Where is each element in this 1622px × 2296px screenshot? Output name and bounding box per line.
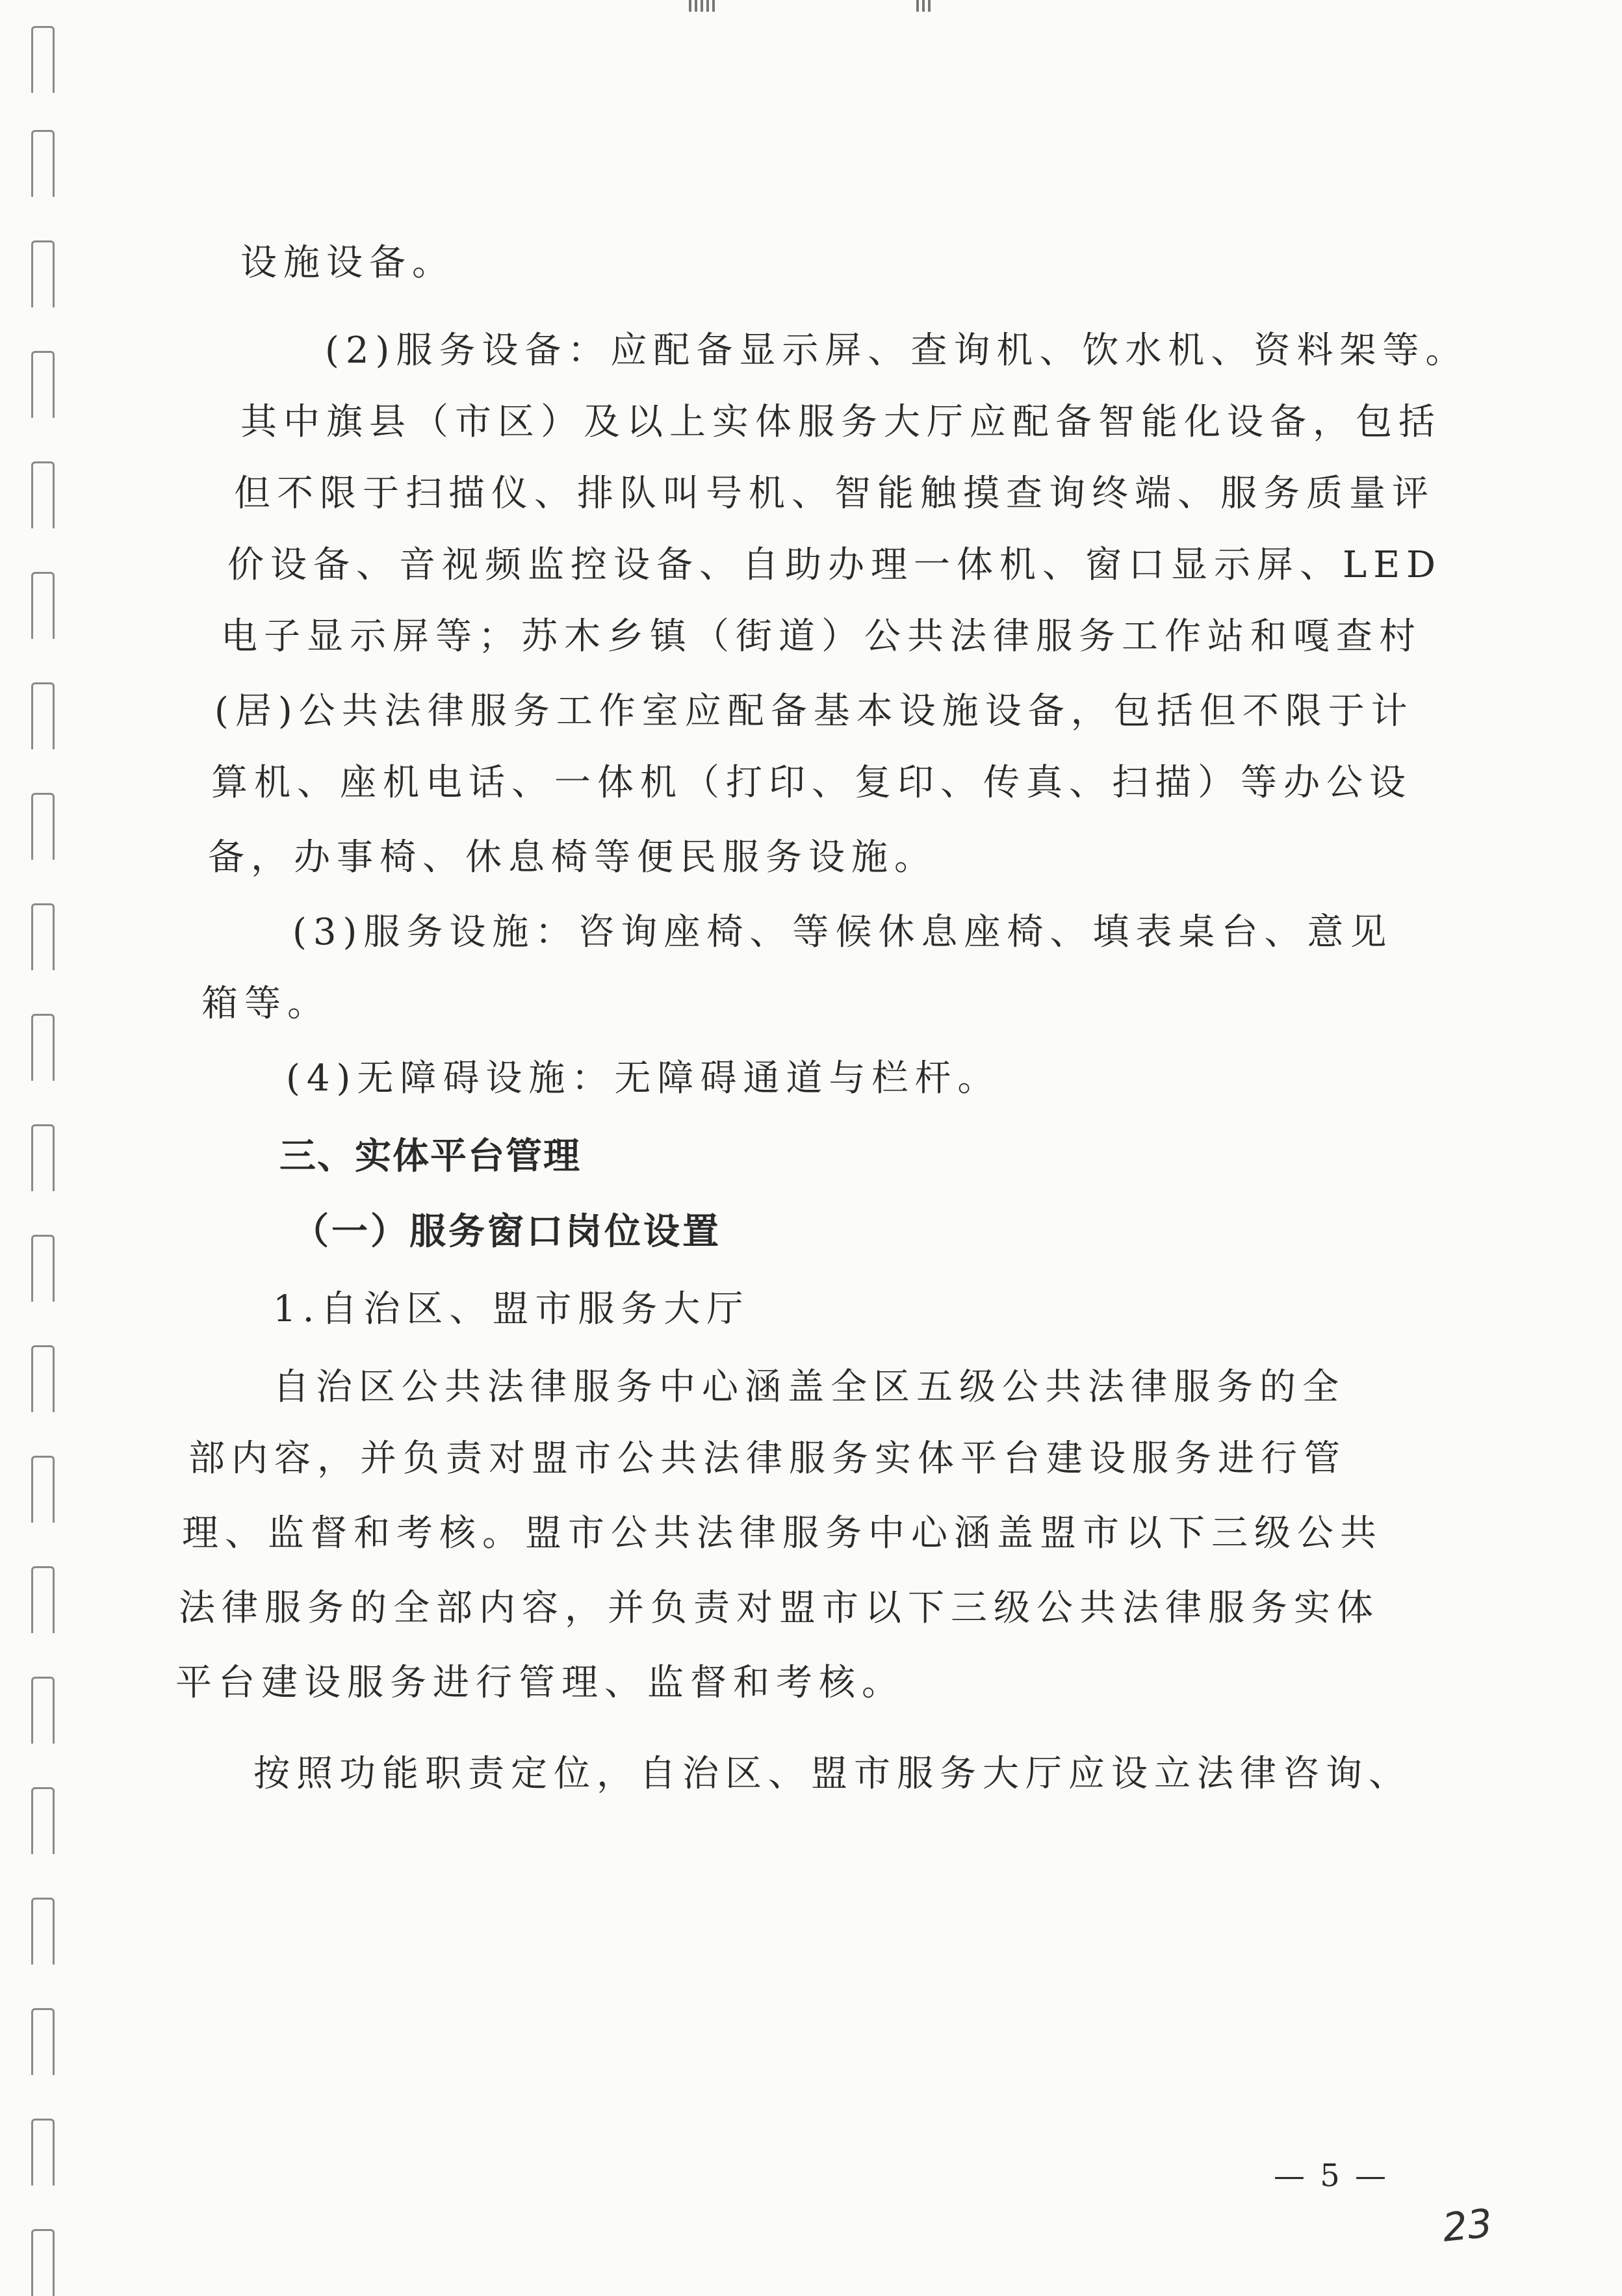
binding-hole <box>31 903 55 970</box>
scan-top-mark <box>689 0 715 12</box>
text-line: 但不限于扫描仪、排队叫号机、智能触摸查询终端、服务质量评 <box>234 472 1435 515</box>
text-line: 自治区公共法律服务中心涵盖全区五级公共法律服务的全 <box>273 1366 1345 1408</box>
subsection-heading: （一）服务窗口岗位设置 <box>292 1210 721 1253</box>
binding-hole <box>31 572 55 639</box>
binding-hole <box>31 1124 55 1191</box>
text-line: 部内容，并负责对盟市公共法律服务实体平台建设服务进行管 <box>188 1438 1346 1480</box>
text-line: (4)无障碍设施：无障碍通道与栏杆。 <box>286 1057 1001 1100</box>
text-line: (居)公共法律服务工作室应配备基本设施设备，包括但不限于计 <box>214 690 1414 732</box>
binding-holes <box>26 0 65 2293</box>
text-line: 1.自治区、盟市服务大厅 <box>273 1288 750 1330</box>
binding-hole <box>31 130 55 197</box>
text-line: 理、监督和考核。盟市公共法律服务中心涵盖盟市以下三级公共 <box>182 1512 1383 1554</box>
text-line: 电子显示屏等；苏木乡镇（街道）公共法律服务工作站和嘎查村 <box>221 615 1422 658</box>
binding-hole <box>31 1787 55 1854</box>
binding-hole <box>31 1566 55 1633</box>
binding-hole <box>31 2229 55 2296</box>
binding-hole <box>31 1456 55 1523</box>
text-line: 算机、座机电话、一体机（打印、复印、传真、扫描）等办公设 <box>211 762 1412 804</box>
handwritten-mark: 23 <box>1440 2200 1495 2251</box>
binding-hole <box>31 1345 55 1412</box>
binding-hole <box>31 1014 55 1081</box>
text-line: 法律服务的全部内容，并负责对盟市以下三级公共法律服务实体 <box>179 1587 1380 1629</box>
section-heading: 三、实体平台管理 <box>279 1135 581 1178</box>
binding-hole <box>31 26 55 93</box>
text-line: 设施设备。 <box>240 242 455 284</box>
binding-hole <box>31 793 55 860</box>
text-line: 其中旗县（市区）及以上实体服务大厅应配备智能化设备，包括 <box>240 401 1441 443</box>
text-line: 价设备、音视频监控设备、自助办理一体机、窗口显示屏、LED <box>227 544 1442 586</box>
text-line: (3)服务设施：咨询座椅、等候休息座椅、填表桌台、意见 <box>292 911 1393 953</box>
page-number: — 5 — <box>1274 2158 1389 2194</box>
binding-hole <box>31 461 55 528</box>
text-line: 箱等。 <box>201 983 330 1025</box>
binding-hole <box>31 1677 55 1744</box>
binding-hole <box>31 1235 55 1302</box>
text-line: 备，办事椅、休息椅等便民服务设施。 <box>208 836 937 879</box>
binding-hole <box>31 351 55 418</box>
binding-hole <box>31 2008 55 2075</box>
scan-top-mark-right <box>916 0 931 12</box>
binding-hole <box>31 682 55 749</box>
binding-hole <box>31 1898 55 1965</box>
text-line: 按照功能职责定位，自治区、盟市服务大厅应设立法律咨询、 <box>253 1753 1411 1795</box>
binding-hole <box>31 240 55 307</box>
binding-hole <box>31 2119 55 2186</box>
text-line: (2)服务设备：应配备显示屏、查询机、饮水机、资料架等。 <box>325 329 1469 372</box>
text-line: 平台建设服务进行管理、监督和考核。 <box>175 1662 905 1704</box>
